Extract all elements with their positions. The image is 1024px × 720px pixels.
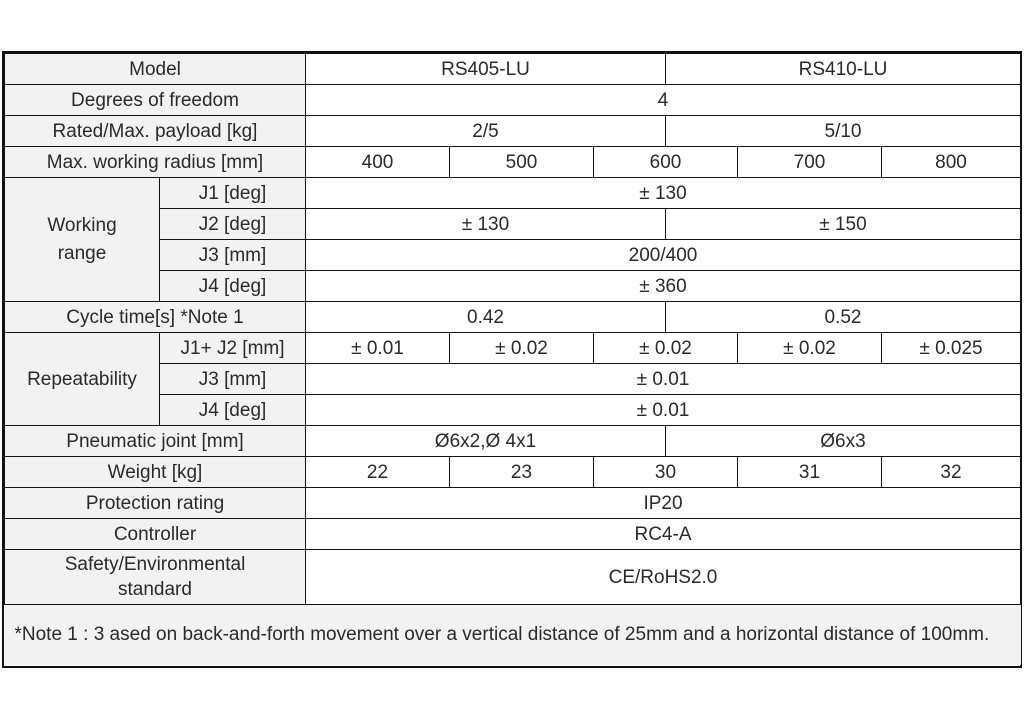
row-note xyxy=(5,605,1021,666)
radius-800: 800 xyxy=(882,147,1021,178)
rep-j3-label: J3 [mm] xyxy=(160,364,306,395)
weight-400: 22 xyxy=(306,457,450,488)
safety-label-text: Safety/Environmental standard xyxy=(64,554,246,600)
row-payload xyxy=(5,116,1021,147)
spec-table-frame xyxy=(2,51,1022,668)
controller-label: Controller xyxy=(5,519,306,550)
wr-j3-label: J3 [mm] xyxy=(160,240,306,271)
wr-j2-rs410: ± 150 xyxy=(666,209,1021,240)
safety-label xyxy=(5,550,306,605)
weight-800: 32 xyxy=(882,457,1021,488)
wr-j2-label: J2 [deg] xyxy=(160,209,306,240)
cycle-rs410: 0.52 xyxy=(666,302,1021,333)
note-text: *Note 1 : 3 ased on back-and-forth movement over a vertical distance of 25mm and a horizontal distance of 100mm. xyxy=(5,605,1021,666)
radius-700: 700 xyxy=(738,147,882,178)
row-protection xyxy=(5,488,1021,519)
pneumatic-label: Pneumatic joint [mm] xyxy=(5,426,306,457)
row-pneumatic xyxy=(5,426,1021,457)
rep-j1j2-label: J1+ J2 [mm] xyxy=(160,333,306,364)
dof-value: 4 xyxy=(306,85,1021,116)
wr-j1-value: ± 130 xyxy=(306,178,1021,209)
payload-rs405: 2/5 xyxy=(306,116,666,147)
wr-j4-value: ± 360 xyxy=(306,271,1021,302)
radius-400: 400 xyxy=(306,147,450,178)
weight-700: 31 xyxy=(738,457,882,488)
row-weight xyxy=(5,457,1021,488)
rep-j1j2-700: ± 0.02 xyxy=(738,333,882,364)
wr-j4-label: J4 [deg] xyxy=(160,271,306,302)
spec-table xyxy=(4,53,1021,665)
rep-j1j2-600: ± 0.02 xyxy=(594,333,738,364)
row-model xyxy=(5,54,1021,85)
working-range-text: Working range xyxy=(47,214,117,264)
model-label: Model xyxy=(5,54,306,85)
cycle-label: Cycle time[s] *Note 1 xyxy=(5,302,306,333)
row-safety xyxy=(5,550,1021,605)
weight-600: 30 xyxy=(594,457,738,488)
working-range-label xyxy=(5,178,160,302)
rep-j4-value: ± 0.01 xyxy=(306,395,1021,426)
payload-label: Rated/Max. payload [kg] xyxy=(5,116,306,147)
rep-j1j2-800: ± 0.025 xyxy=(882,333,1021,364)
model-rs410: RS410-LU xyxy=(666,54,1021,85)
rep-j1j2-400: ± 0.01 xyxy=(306,333,450,364)
weight-500: 23 xyxy=(450,457,594,488)
radius-500: 500 xyxy=(450,147,594,178)
row-dof xyxy=(5,85,1021,116)
wr-j1-label: J1 [deg] xyxy=(160,178,306,209)
wr-j3-value: 200/400 xyxy=(306,240,1021,271)
safety-value: CE/RoHS2.0 xyxy=(306,550,1021,605)
row-cycle xyxy=(5,302,1021,333)
dof-label: Degrees of freedom xyxy=(5,85,306,116)
row-rep-j1j2 xyxy=(5,333,1021,364)
radius-label: Max. working radius [mm] xyxy=(5,147,306,178)
pneumatic-rs405: Ø6x2,Ø 4x1 xyxy=(306,426,666,457)
cycle-rs405: 0.42 xyxy=(306,302,666,333)
protection-value: IP20 xyxy=(306,488,1021,519)
radius-600: 600 xyxy=(594,147,738,178)
rep-j4-label: J4 [deg] xyxy=(160,395,306,426)
model-rs405: RS405-LU xyxy=(306,54,666,85)
rep-j1j2-500: ± 0.02 xyxy=(450,333,594,364)
row-radius xyxy=(5,147,1021,178)
row-wr-j1 xyxy=(5,178,1021,209)
weight-label: Weight [kg] xyxy=(5,457,306,488)
rep-j3-value: ± 0.01 xyxy=(306,364,1021,395)
row-controller xyxy=(5,519,1021,550)
payload-rs410: 5/10 xyxy=(666,116,1021,147)
protection-label: Protection rating xyxy=(5,488,306,519)
repeatability-label: Repeatability xyxy=(5,333,160,426)
pneumatic-rs410: Ø6x3 xyxy=(666,426,1021,457)
controller-value: RC4-A xyxy=(306,519,1021,550)
wr-j2-rs405: ± 130 xyxy=(306,209,666,240)
